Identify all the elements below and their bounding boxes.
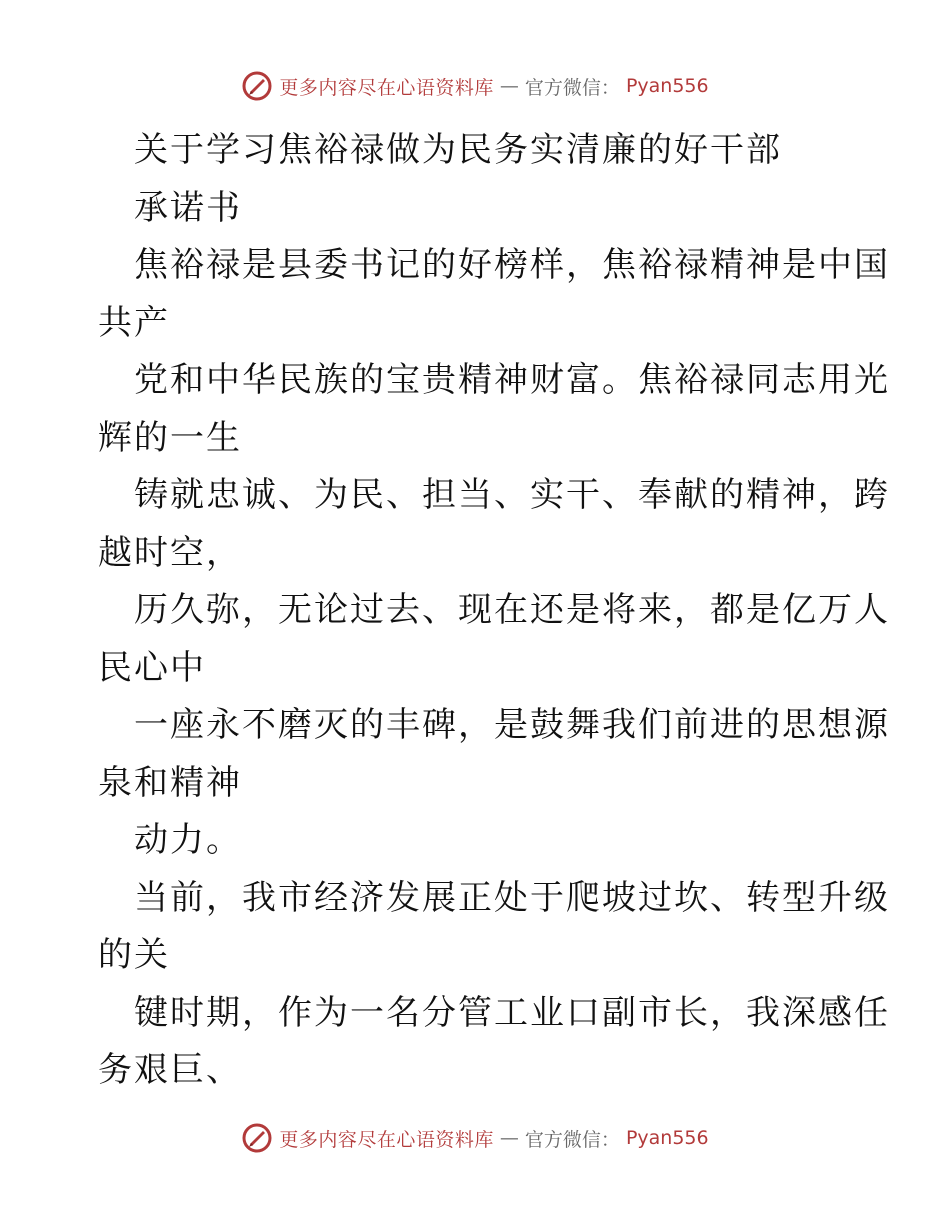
watermark-wechat-label: 官方微信： (524, 76, 620, 99)
watermark-wechat-id: Pyan556 (625, 75, 709, 97)
document-body (98, 122, 890, 1100)
watermark-text: 更多内容尽在心语资料库 (279, 1128, 494, 1151)
text-line: 共产 (98, 302, 170, 343)
text-line: 辉的一生 (98, 417, 242, 458)
text-line: 键时期，作为一名分管工业口副市长，我深感任 (134, 992, 890, 1033)
document-title: 关于学习焦裕禄做为民务实清廉的好干部 (134, 130, 782, 170)
watermark-text: 更多内容尽在心语资料库 (279, 76, 494, 99)
document-subtitle: 承诺书 (134, 187, 242, 228)
text-line: 民心中 (98, 647, 206, 688)
text-line: 一座永不磨灭的丰碑，是鼓舞我们前进的思想源 (134, 705, 890, 745)
header-watermark (0, 70, 950, 102)
quill-logo-icon (241, 1122, 273, 1154)
watermark-wechat-label: 官方微信： (524, 1128, 620, 1151)
quill-logo-icon (241, 70, 273, 102)
text-line: 铸就忠诚、为民、担当、实干、奉献的精神，跨 (134, 475, 890, 515)
footer-watermark (0, 1122, 950, 1154)
text-line: 的关 (98, 935, 170, 975)
text-line: 焦裕禄是县委书记的好榜样，焦裕禄精神是中国 (134, 245, 890, 285)
text-line: 务艰巨、 (98, 1050, 242, 1090)
watermark-separator: — (499, 75, 519, 97)
text-line: 越时空， (98, 532, 242, 573)
text-line: 当前，我市经济发展正处于爬坡过坎、转型升级 (134, 877, 890, 918)
watermark-wechat-id: Pyan556 (625, 1127, 709, 1149)
watermark-separator: — (499, 1127, 519, 1149)
text-line: 泉和精神 (98, 762, 242, 803)
text-line: 动力。 (134, 820, 242, 860)
text-line: 历久弥，无论过去、现在还是将来，都是亿万人 (134, 590, 890, 630)
text-line: 党和中华民族的宝贵精神财富。焦裕禄同志用光 (134, 360, 890, 400)
